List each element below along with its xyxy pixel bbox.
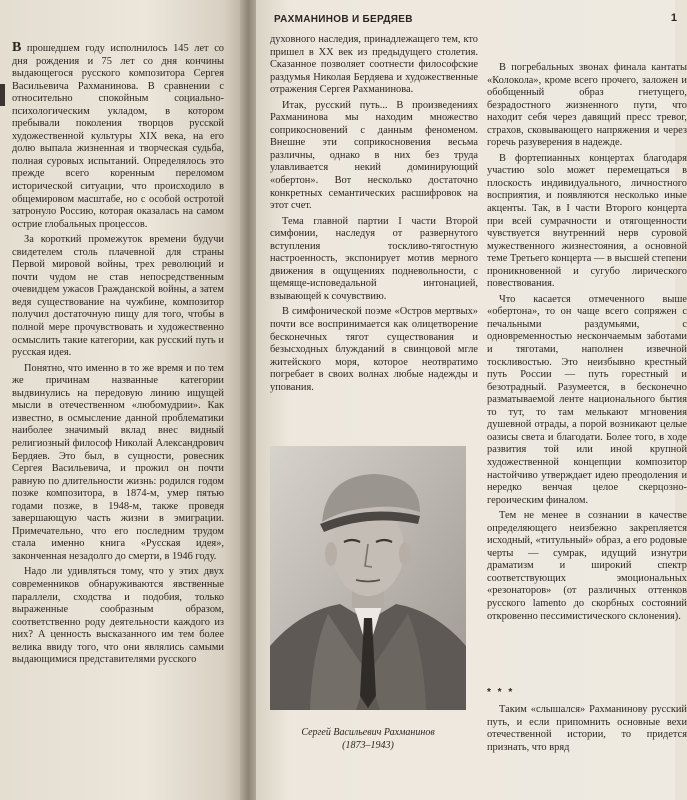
caption-years: (1873–1943) [342, 740, 394, 751]
section-separator: * * * [487, 687, 515, 698]
caption-name: Сергей Васильевич Рахманинов [301, 727, 435, 738]
paragraph: Таким «слышался» Рахманинову русский путь, и если припомнить основные вехи отечественной истории, то придется признать, что вряд [487, 704, 687, 753]
photo-caption [270, 726, 466, 752]
paragraph: Что касается отмеченного выше «обертона», то он чаще всего сопряжен с печальными раздумьями, с одновременностью нескончаемым заботами и тяготами, наполнен извечной тоскливостью. Это неизбывно крестный путь России — путь горестный и безотрадный. Разумеется, в бесконечно разматываемой ленте национального бытия то тут, то там мелькают мгновения душевной отрады, а порой возникают целые оазисы света и благодати. Более того, в ходе развития той или иной крупной художественной концепции композитор настойчиво утверждает идею преодоления и нередко венчая целое скерцозно-героическим финалом. [487, 293, 687, 506]
paragraph: Надо ли удивляться тому, что у этих двух современников обнаруживаются явственные параллели, сходства и подобия, только выраженные сообразным образом, соответственно роду деятельности каждого из них? А ценность высказанного им тем более велика ввиду того, что они являлись самыми выдающимися представителями русского [12, 566, 224, 666]
right-column-tail [487, 704, 687, 754]
portrait-photo [270, 446, 466, 710]
paragraph: Итак, русский путь... В произведениях Рахманинова мы находим множество соприкосновений с данным феноменом. Внешне эти соприкосновения весьма различны, однако в них без труда улавливается некий доминирующий «обертон». Вот несколько достаточно конкретных семантических расшифровок на этот счет. [270, 99, 478, 212]
paragraph: Тем не менее в сознании в качестве определяющего неизбежно закрепляется исходный, «титульный» образ, а его родовые черты — сумрак, идущий изнутри драматизм и широкий спектр соответствующих эмоциональных «резонаторов» (от различных оттенков русского lamento до скорбных состояний откровенно пессимистического склонения). [487, 510, 687, 622]
page-edge-mark [0, 84, 5, 106]
paragraph: Понятно, что именно в то же время и по тем же причинам названные категории выдвинулись на передовую линию ищущей мысли в отечественном «любомудрии». Как известно, в осмысление данной проблематики наиболее значимый вклад внес видный религиозный философ Николай Александрович Бердяев. Это был, в сущности, ровесник Сергея Васильевича, и прожил он почти равную по длительности жизнь: родился годом позже композитора, в 1874-м, умер пятью годами позже, в 1948-м, также проведя завершающую часть жизни в эмиграции. Примечательно, что его последним трудом стала именно книга «Русская идея», законченная незадолго до смерти, в 1946 году. [12, 362, 224, 562]
paragraph: духовного наследия, принадлежащего тем, кто пришел в XX век из предыдущего столетия. Сказанное позволяет соотнести философские раздумья Николая Бердяева и художественные отражения Сергея Рахманинова. [270, 34, 478, 96]
running-head: РАХМАНИНОВ И БЕРДЯЕВ [274, 14, 413, 25]
dropcap-letter: В [12, 40, 22, 55]
paragraph: В симфонической поэме «Остров мертвых» почти все воспринимается как олицетворение бесконечных тягот существования и безысходных блужданий в свинцовой мгле житейского моря, которое неотвратимо погребает в своих волнах любые надежды и упования. [270, 306, 478, 393]
paragraph [12, 42, 224, 231]
left-column [12, 42, 224, 670]
paragraph-text: прошедшем году исполнилось 145 лет со дня рождения и 75 лет со дня кончины выдающегося русского композитора Сергея Васильевича Рахманинова. В сравнении с относительно спокойным социально-психологическим укладом, в котором пребывали поколения творцов русской художественной культуры XIX века, на его долю выпала жизненная и творческая судьба, полная суровых испытаний. Определялось это прежде всего коренным переломом исторической ситуации, что происходило в общемировом масштабе, но с особой остротой затронуло Россию, которая оказалась на самом острие глобальных процессов. [12, 43, 224, 230]
page-number: 1 [670, 12, 677, 24]
middle-column [270, 34, 478, 397]
paragraph: За короткий промежуток времени будучи свидетелем столь плачевной для страны Первой мировой войны, трех революций и почти чудом не став непосредственным очевидцем ужасов Гражданской войны, а затем ведя существование на чужбине, композитор получил достаточную пищу для того, чтобы в полной мере прочувствовать и художественно осмыслить такие категории, как русский путь и русская идея. [12, 234, 224, 359]
paragraph: Тема главной партии I части Второй симфонии, наследуя от развернутого вступления тоскливо-тягостную настроенность, экспонирует мотив мерного движения в ощущениях подневольности, с щемяще-исповедальной интонацией, взывающей к сочувствию. [270, 215, 478, 302]
right-column [487, 62, 687, 626]
paragraph: В фортепианных концертах благодаря участию solo может перемещаться в плоскость индивидуального, личностного восприятия, и появляются несколько иные акценты. Так, в I части Второго концерта при всей сумрачности и отягощенности чувствуется внутренний нерв суровой мужественного жизнестояния, а основной теме Третьего концерта — в высшей степени проникновенной и сугубо лирического повествования. [487, 152, 687, 290]
portrait-illustration [270, 446, 466, 710]
paragraph: В погребальных звонах финала кантаты «Колокола», кроме всего прочего, заложен и обобщенный образ гнетущего, безрадостного жизненного пути, что находит себя через давящий пресс тревог, страхов, сковывающего напряжения и через горечь разуверения в надежде. [487, 62, 687, 149]
